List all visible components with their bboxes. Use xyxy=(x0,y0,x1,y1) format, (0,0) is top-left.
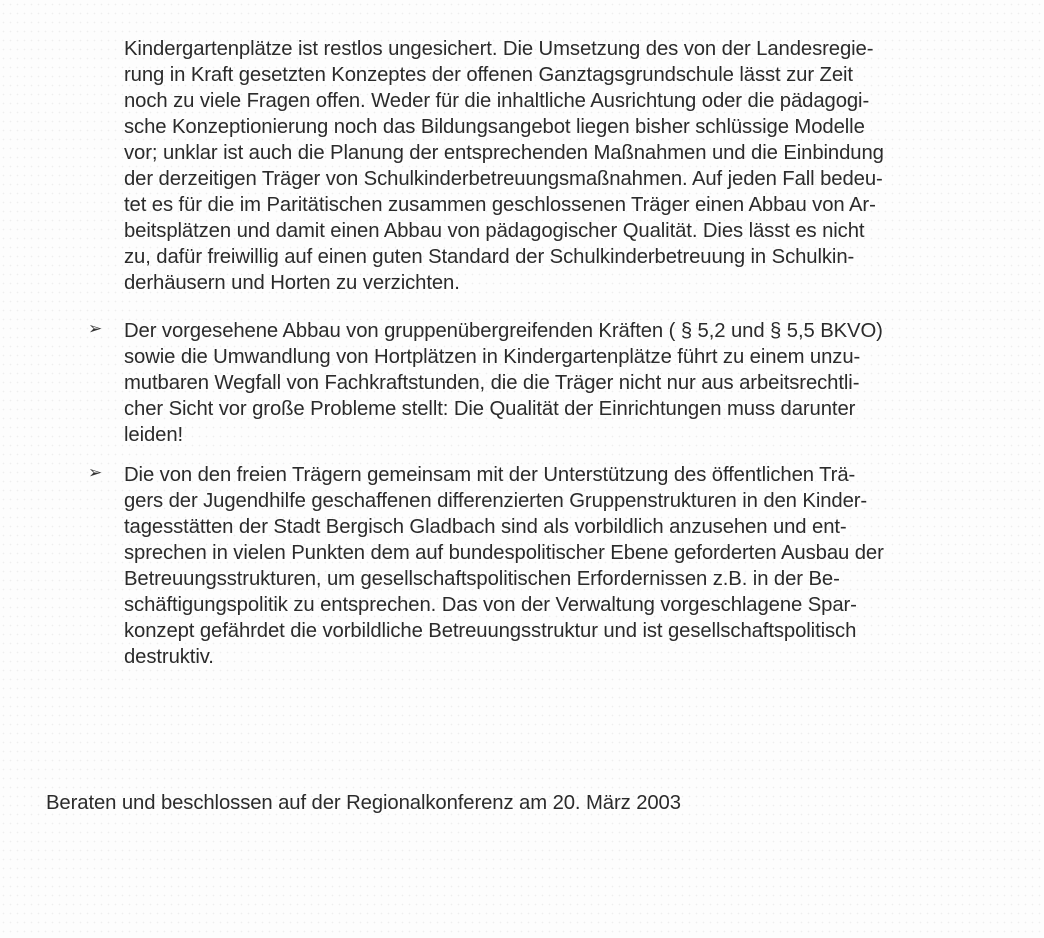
text-line: Kindergartenplätze ist restlos ungesichert. Die Umsetzung des von der Landesregie- xyxy=(124,38,874,60)
arrow-bullet-icon: ➢ xyxy=(88,319,103,338)
text-line: tagesstätten der Stadt Bergisch Gladbach sind als vorbildlich anzusehen und ent- xyxy=(124,516,847,538)
text-line: Der vorgesehene Abbau von gruppenübergreifenden Kräften ( § 5,2 und § 5,5 BKVO) xyxy=(124,320,883,342)
text-line: gers der Jugendhilfe geschaffenen differenzierten Gruppenstrukturen in den Kinder- xyxy=(124,490,868,512)
text-line: sprechen in vielen Punkten dem auf bundespolitischer Ebene geforderten Ausbau der xyxy=(124,542,884,564)
text-line: schäftigungspolitik zu entsprechen. Das von der Verwaltung vorgeschlagene Spar- xyxy=(124,594,857,616)
text-line: leiden! xyxy=(124,424,184,446)
text-line: vor; unklar ist auch die Planung der entsprechenden Maßnahmen und die Einbindung xyxy=(124,142,884,164)
text-line: Betreuungsstrukturen, um gesellschaftspolitischen Erfordernissen z.B. in der Be- xyxy=(124,568,840,590)
closing-statement: Beraten und beschlossen auf der Regionalkonferenz am 20. März 2003 xyxy=(46,792,681,814)
text-line: zu, dafür freiwillig auf einen guten Standard der Schulkinderbetreuung in Schulkin- xyxy=(124,246,855,268)
text-line: cher Sicht vor große Probleme stellt: Die Qualität der Einrichtungen muss darunter xyxy=(124,398,856,420)
text-line: mutbaren Wegfall von Fachkraftstunden, die die Träger nicht nur aus arbeitsrechtli- xyxy=(124,372,860,394)
text-line: tet es für die im Paritätischen zusammen geschlossenen Träger einen Abbau von Ar- xyxy=(124,194,876,216)
text-line: sche Konzeptionierung noch das Bildungsangebot liegen bisher schlüssige Modelle xyxy=(124,116,865,138)
text-line: derhäusern und Horten zu verzichten. xyxy=(124,272,460,294)
text-line: noch zu viele Fragen offen. Weder für die inhaltliche Ausrichtung oder die pädagogi- xyxy=(124,90,870,112)
text-line: der derzeitigen Träger von Schulkinderbetreuungsmaßnahmen. Auf jeden Fall bedeu- xyxy=(124,168,883,190)
text-line: Die von den freien Trägern gemeinsam mit der Unterstützung des öffentlichen Trä- xyxy=(124,464,856,486)
arrow-bullet-icon: ➢ xyxy=(88,463,103,482)
text-line: rung in Kraft gesetzten Konzeptes der offenen Ganztagsgrundschule lässt zur Zeit xyxy=(124,64,853,86)
text-line: destruktiv. xyxy=(124,646,214,668)
text-line: konzept gefährdet die vorbildliche Betreuungsstruktur und ist gesellschaftspolitisch xyxy=(124,620,857,642)
text-line: sowie die Umwandlung von Hortplätzen in Kindergartenplätze führt zu einem unzu- xyxy=(124,346,861,368)
text-line: beitsplätzen und damit einen Abbau von pädagogischer Qualität. Dies lässt es nicht xyxy=(124,220,865,242)
